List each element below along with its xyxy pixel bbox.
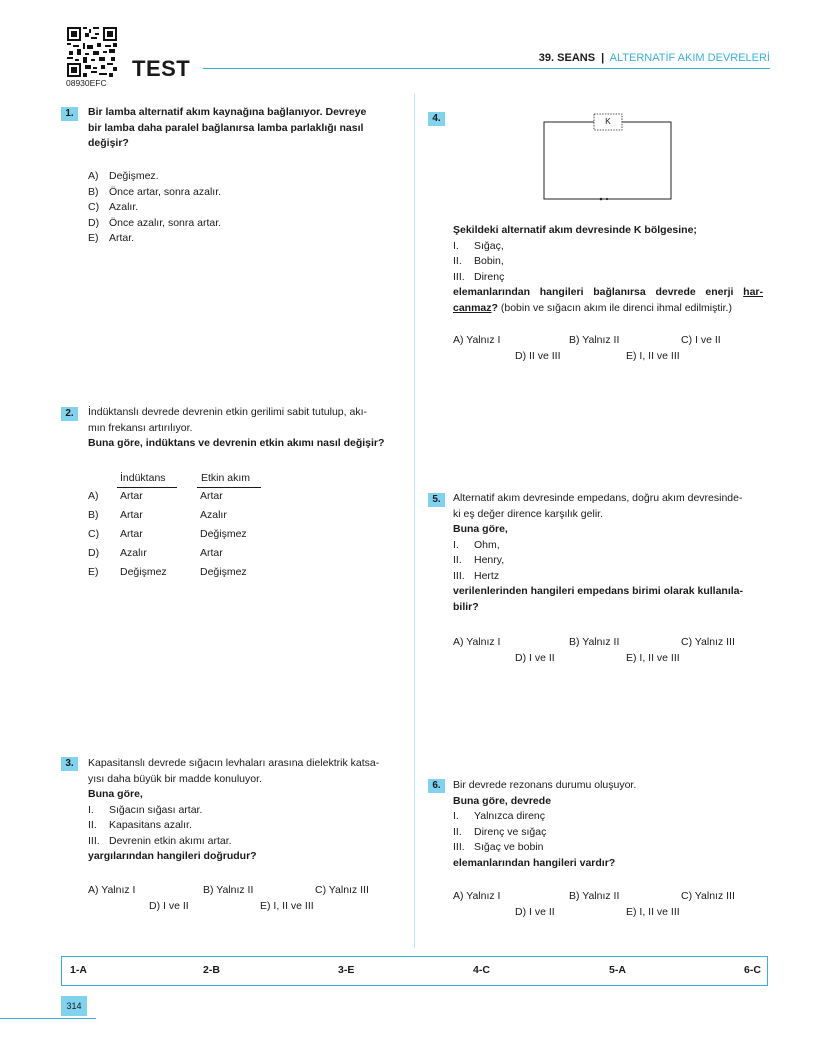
q3-item: III. Devrenin etkin akımı artar. bbox=[88, 834, 232, 847]
option-a[interactable]: A) Değişmez. bbox=[88, 170, 159, 182]
q4-bold: Şekildeki alternatif akım devresinde K bölgesine; bbox=[453, 224, 697, 236]
q4-answer-c[interactable]: C) I ve II bbox=[681, 334, 721, 346]
question-2-options bbox=[88, 490, 247, 585]
q1-line: bir lamba daha paralel bağlanırsa lamba parlaklığı nasıl bbox=[88, 121, 364, 134]
option-b[interactable]: B) Artar Azalır bbox=[88, 509, 227, 521]
q3-bold: Buna göre, bbox=[88, 788, 143, 800]
question-number-5: 5. bbox=[428, 493, 445, 507]
q4-answer-d[interactable]: D) II ve III bbox=[515, 350, 561, 362]
q4-question: elemanlarından hangileri bağlanırsa devrede enerji har- bbox=[453, 286, 763, 298]
q6-answer-d[interactable]: D) I ve II bbox=[515, 906, 555, 918]
q2-header-etkin: Etkin akım bbox=[201, 472, 251, 484]
ac-source-icon bbox=[600, 198, 603, 201]
qr-code-icon bbox=[67, 27, 117, 77]
q6-line: Bir devrede rezonans durumu oluşuyor. bbox=[453, 779, 637, 791]
q5-line: Alternatif akım devresinde empedans, doğru akım devresinde- bbox=[453, 492, 743, 504]
option-c[interactable]: C) Azalır. bbox=[88, 201, 139, 213]
q6-answer-e[interactable]: E) I, II ve III bbox=[626, 906, 680, 918]
q5-item: II. Henry, bbox=[453, 554, 505, 566]
q2-question: Buna göre, indüktans ve devrenin etkin akımı nasıl değişir? bbox=[88, 437, 385, 449]
test-title: TEST bbox=[132, 56, 191, 81]
option-c[interactable]: C) Artar Değişmez bbox=[88, 528, 247, 540]
circuit-wire bbox=[544, 122, 671, 199]
q5-question: bilir? bbox=[453, 600, 479, 613]
answer-key-box bbox=[61, 956, 768, 986]
q1-line: Bir lamba alternatif akım kaynağına bağlanıyor. Devreye bbox=[88, 106, 367, 118]
q5-question: verilenlerinden hangileri empedans birimi olarak kullanıla- bbox=[453, 585, 744, 597]
q4-item: II. Bobin, bbox=[453, 255, 504, 267]
question-1-options bbox=[88, 169, 221, 247]
q5-item: I. Ohm, bbox=[453, 538, 500, 551]
q5-answer-e[interactable]: E) I, II ve III bbox=[626, 652, 680, 664]
q6-answer-a[interactable]: A) Yalnız I bbox=[453, 890, 501, 902]
question-number-2: 2. bbox=[61, 407, 78, 421]
q4-item: III. Direnç bbox=[453, 270, 505, 283]
q4-item: I. Sığaç, bbox=[453, 239, 504, 252]
q2-header-underline bbox=[117, 487, 177, 488]
k-box-label: K bbox=[605, 116, 611, 126]
q5-answer-d[interactable]: D) I ve II bbox=[515, 652, 555, 664]
option-b[interactable]: B) Önce artar, sonra azalır. bbox=[88, 185, 222, 198]
question-number-1: 1. bbox=[61, 107, 78, 121]
answer-key-4: 4-C bbox=[473, 964, 490, 976]
answer-key-5: 5-A bbox=[609, 964, 626, 976]
footer-rule bbox=[0, 1018, 96, 1019]
q5-item: III. Hertz bbox=[453, 569, 500, 582]
q4-question-cont: canmaz? (bobin ve sığacın akım ile direnci ihmal edilmiştir.) bbox=[453, 301, 732, 314]
page-number: 314 bbox=[61, 996, 87, 1016]
session-label: 39. SEANS bbox=[538, 52, 596, 64]
header-session bbox=[490, 52, 770, 64]
q3-answer-b[interactable]: B) Yalnız II bbox=[203, 884, 254, 896]
option-d[interactable]: D) Azalır Artar bbox=[88, 547, 223, 559]
q3-answer-a[interactable]: A) Yalnız I bbox=[88, 884, 136, 896]
q3-line: Kapasitanslı devrede sığacın levhaları arasına dielektrik katsa- bbox=[88, 757, 380, 769]
qr-code-id: 08930EFC bbox=[66, 78, 107, 88]
q5-answer-c[interactable]: C) Yalnız III bbox=[681, 636, 735, 648]
option-e[interactable]: E) Değişmez Değişmez bbox=[88, 566, 247, 578]
question-5-text bbox=[453, 491, 763, 615]
question-number-4: 4. bbox=[428, 112, 445, 126]
q2-line: İndüktanslı devrede devrenin etkin gerilimi sabit tutulup, akı- bbox=[88, 406, 367, 418]
answer-key-6: 6-C bbox=[744, 964, 761, 976]
question-3-text bbox=[88, 756, 398, 865]
option-d[interactable]: D) Önce azalır, sonra artar. bbox=[88, 216, 222, 229]
q6-item: I. Yalnızca direnç bbox=[453, 810, 546, 822]
q6-bold: Buna göre, devrede bbox=[453, 794, 552, 807]
question-number-3: 3. bbox=[61, 757, 78, 771]
q2-line: mın frekansı artırılıyor. bbox=[88, 421, 193, 434]
q5-bold: Buna göre, bbox=[453, 523, 508, 535]
q6-item: II. Direnç ve sığaç bbox=[453, 825, 547, 838]
column-divider bbox=[414, 94, 415, 948]
q6-item: III. Sığaç ve bobin bbox=[453, 841, 544, 853]
question-1-text bbox=[88, 105, 396, 152]
q2-header-indutans: İndüktans bbox=[120, 472, 166, 484]
q5-line: ki eş değer dirence karşılık gelir. bbox=[453, 507, 603, 520]
q3-answer-c[interactable]: C) Yalnız III bbox=[315, 884, 369, 896]
q3-item: I. Sığacın sığası artar. bbox=[88, 803, 203, 816]
question-6-text bbox=[453, 778, 763, 871]
question-2-text bbox=[88, 405, 398, 452]
q5-answer-a[interactable]: A) Yalnız I bbox=[453, 636, 501, 648]
answer-key-1: 1-A bbox=[70, 964, 87, 976]
q6-answer-c[interactable]: C) Yalnız III bbox=[681, 890, 735, 902]
q3-answer-d[interactable]: D) I ve II bbox=[149, 900, 189, 912]
question-4-text bbox=[453, 223, 763, 316]
q2-header-underline bbox=[197, 487, 261, 488]
answer-key-3: 3-E bbox=[338, 964, 355, 976]
header-separator: | bbox=[601, 52, 605, 64]
q4-answer-e[interactable]: E) I, II ve III bbox=[626, 350, 680, 362]
q3-question: yargılarından hangileri doğrudur? bbox=[88, 850, 257, 862]
option-a[interactable]: A) Artar Artar bbox=[88, 490, 223, 502]
q4-answer-a[interactable]: A) Yalnız I bbox=[453, 334, 501, 346]
q1-line: değişir? bbox=[88, 137, 129, 149]
q5-answer-b[interactable]: B) Yalnız II bbox=[569, 636, 620, 648]
q3-line: yısı daha büyük bir madde konuluyor. bbox=[88, 772, 262, 785]
header-rule bbox=[203, 68, 770, 69]
q6-question: elemanlarından hangileri vardır? bbox=[453, 856, 616, 869]
topic-label: ALTERNATİF AKIM DEVRELERİ bbox=[609, 52, 770, 64]
q3-answer-e[interactable]: E) I, II ve III bbox=[260, 900, 314, 912]
question-number-6: 6. bbox=[428, 779, 445, 793]
q4-answer-b[interactable]: B) Yalnız II bbox=[569, 334, 620, 346]
option-e[interactable]: E) Artar. bbox=[88, 232, 135, 244]
q3-item: II. Kapasitans azalır. bbox=[88, 819, 192, 831]
answer-key-2: 2-B bbox=[203, 964, 220, 976]
q6-answer-b[interactable]: B) Yalnız II bbox=[569, 890, 620, 902]
